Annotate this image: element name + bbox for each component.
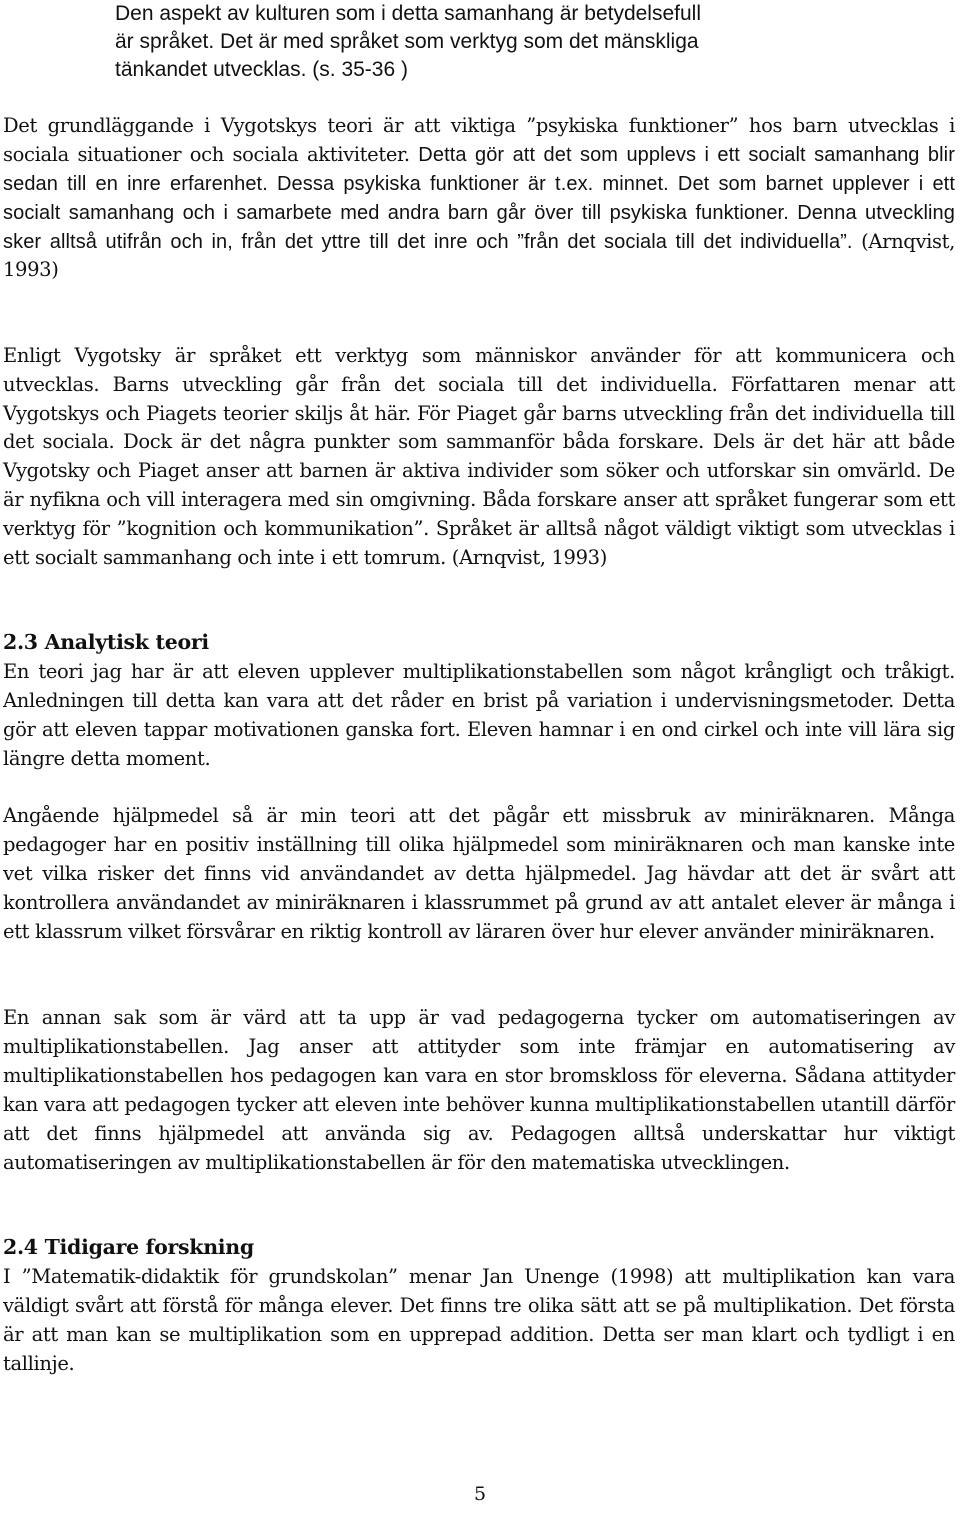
page-number: 5 — [473, 1483, 487, 1505]
quote-line: är språket. Det är med språket som verktyg som det mänskliga — [115, 30, 699, 53]
quote-line: Den aspekt av kulturen som i detta samanhang är betydelsefull — [115, 2, 702, 25]
analytic-paragraph-2: Angående hjälpmedel så är min teori att det pågår ett missbruk av miniräknaren. Många pedagoger har en positiv inställning till olika hjälpmedel som miniräknaren och man kanske inte vet vilka risker det finns vid användandet av detta hjälpmedel. Jag hävdar att det är svårt att kontrollera användandet av miniräknaren i klassrummet på grund av att antalet elever är många i ett klassrum vilket försvårar en riktig kontroll av läraren över hur elever använder miniräknaren. — [3, 804, 955, 943]
block-quote — [115, 0, 875, 84]
vygotsky-citation: (Arnqvist, 1993) — [3, 229, 955, 282]
vygotsky-paragraph — [3, 112, 955, 285]
vygotsky-paragraph-part1: Det grundläggande i Vygotskys teori är att viktiga ”psykiska funktioner” hos barn utvecklas i sociala situationer och sociala aktiviteter. — [3, 114, 955, 166]
section-heading-2-4: 2.4 Tidigare forskning — [3, 1235, 254, 1259]
research-paragraph: I ”Matematik-didaktik för grundskolan” menar Jan Unenge (1998) att multiplikation kan vara väldigt svårt att förstå för många elever. Det finns tre olika sätt att se på multiplikation. Det första är att man kan se multiplikation som en upprepad addition. Detta ser man klart och tydligt i en tallinje. — [3, 1265, 955, 1375]
comparison-paragraph: Enligt Vygotsky är språket ett verktyg som människor använder för att kommunicera och utvecklas. Barns utveckling går från det sociala till det individuella. Författaren menar att Vygotskys och Piagets teorier skiljs åt här. För Piaget går barns utveckling från det individuella till det sociala. Dock är det några punkter som sammanför båda forskare. Dels är det här att både Vygotsky och Piaget anser att barnen är aktiva individer som söker och utforskar sin omvärld. De är nyfikna och vill interagera med sin omgivning. Båda forskare anser att språket fungerar som ett verktyg för ”kognition och kommunikation”. Språket är alltså något väldigt viktigt som utvecklas i ett socialt sammanhang och inte i ett tomrum. (Arnqvist, 1993) — [3, 344, 955, 569]
analytic-paragraph-3: En annan sak som är värd att ta upp är vad pedagogerna tycker om automatiseringen av multiplikationstabellen. Jag anser att attityder som inte främjar en automatisering av multiplikationstabellen hos pedagogen kan vara en stor bromskloss för eleverna. Sådana attityder kan vara att pedagogen tycker att eleven inte behöver kunna multiplikationstabellen utantill därför att det finns hjälpmedel att använda sig av. Pedagogen alltså underskattar hur viktigt automatiseringen av multiplikationstabellen är för den matematiska utvecklingen. — [3, 1006, 955, 1174]
analytic-paragraph-1: En teori jag har är att eleven upplever multiplikationstabellen som något krångligt och tråkigt. Anledningen till detta kan vara att det råder en brist på variation i undervisningsmetoder. Detta gör att eleven tappar motivationen ganska fort. Eleven hamnar i en ond cirkel och inte vill lära sig längre detta moment. — [3, 660, 955, 770]
vygotsky-paragraph-part2: Detta gör att det som upplevs i ett socialt samanhang blir sedan till en inre erfarenhet. Dessa psykiska funktioner är t.ex. minnet. Det som barnet upplever i ett socialt samanhang och i samarbete med andra barn går över till psykiska funktioner. Denna utveckling sker alltså utifrån och in, från det yttre till det inre och ”från det sociala till det individuella”. — [3, 143, 955, 253]
quote-line: tänkandet utvecklas. (s. 35-36 ) — [115, 58, 408, 81]
section-heading-2-3: 2.3 Analytisk teori — [3, 630, 209, 654]
